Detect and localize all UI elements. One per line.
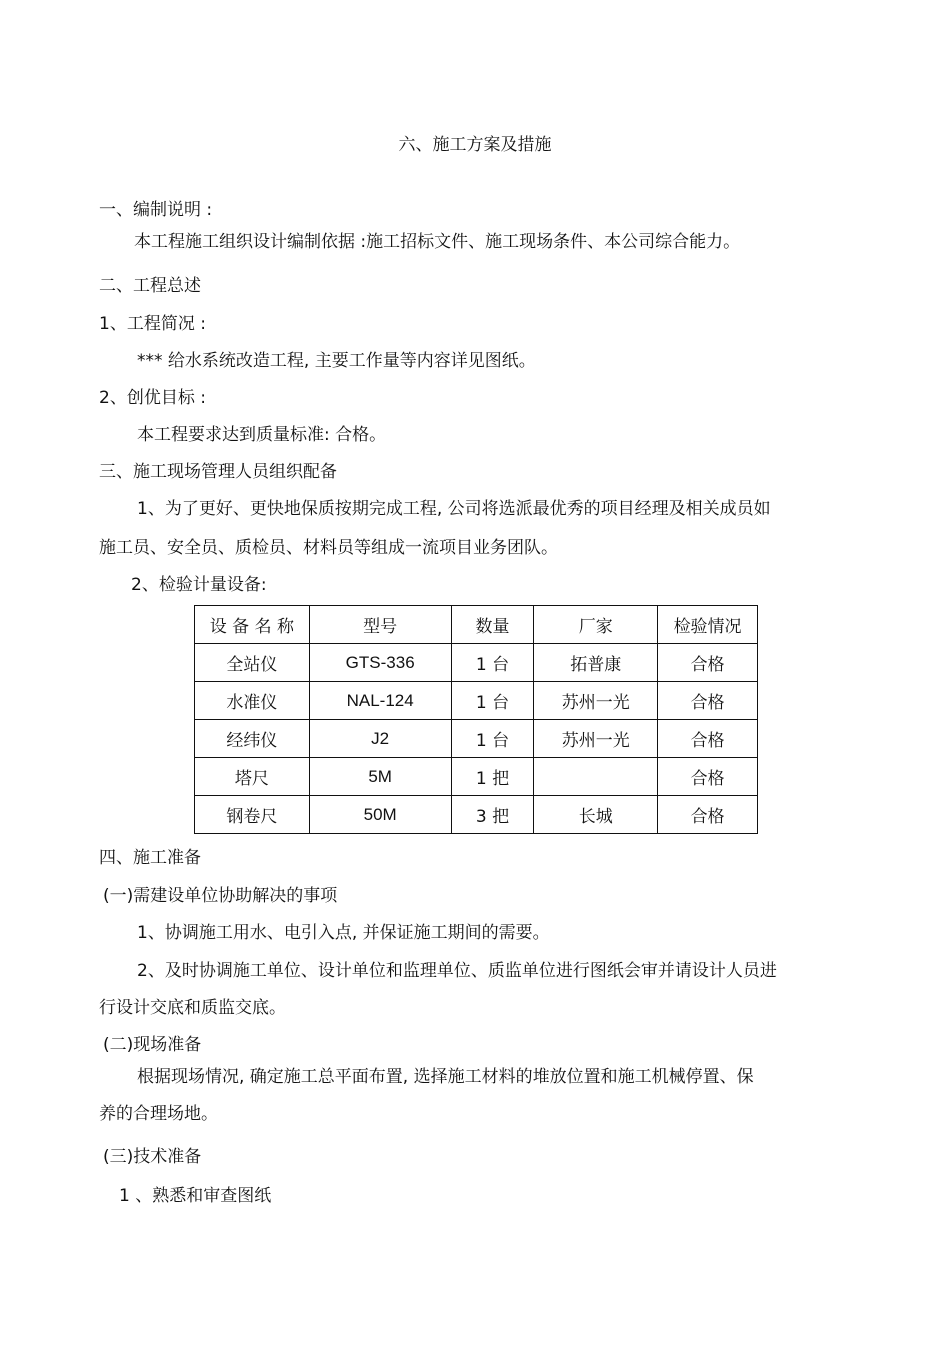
section-2-heading: 二、工程总述: [99, 276, 201, 296]
cell-manufacturer: [534, 758, 658, 796]
section-3-heading: 三、施工现场管理人员组织配备: [99, 462, 337, 482]
cell-name: 塔尺: [195, 758, 310, 796]
table-row: [195, 796, 758, 834]
table-row: [195, 644, 758, 682]
cell-name: 水准仪: [195, 682, 310, 720]
section-3-1-line2: 施工员、安全员、质检员、材料员等组成一流项目业务团队。: [99, 538, 558, 558]
header-model: 型号: [309, 606, 451, 644]
section-4-b-line2: 养的合理场地。: [99, 1104, 218, 1124]
cell-status: 合格: [658, 644, 758, 682]
section-1-heading: 一、编制说明 :: [99, 200, 213, 220]
header-manufacturer: 厂家: [534, 606, 658, 644]
page-title: 六、施工方案及措施: [398, 135, 552, 155]
table-row: [195, 682, 758, 720]
section-1-text: 本工程施工组织设计编制依据 :施工招标文件、施工现场条件、本公司综合能力。: [134, 232, 741, 252]
header-inspection-status: 检验情况: [658, 606, 758, 644]
section-4-c-heading: (三)技术准备: [103, 1147, 202, 1167]
table-row: [195, 720, 758, 758]
cell-status: 合格: [658, 720, 758, 758]
cell-model: 5M: [309, 758, 451, 796]
cell-quantity: 1 台: [451, 720, 534, 758]
cell-status: 合格: [658, 796, 758, 834]
section-4-b-heading: (二)现场准备: [103, 1035, 202, 1055]
cell-name: 钢卷尺: [195, 796, 310, 834]
cell-quantity: 3 把: [451, 796, 534, 834]
section-3-2-heading: 2、检验计量设备:: [131, 575, 267, 595]
cell-model: 50M: [309, 796, 451, 834]
table-header-row: [195, 606, 758, 644]
section-4-b-line1: 根据现场情况, 确定施工总平面布置, 选择施工材料的堆放位置和施工机械停置、保: [137, 1067, 754, 1087]
section-4-a-heading: (一)需建设单位协助解决的事项: [103, 886, 338, 906]
section-4-heading: 四、施工准备: [99, 848, 201, 868]
section-2-2-text: 本工程要求达到质量标准: 合格。: [137, 425, 387, 445]
cell-status: 合格: [658, 758, 758, 796]
cell-quantity: 1 把: [451, 758, 534, 796]
cell-model: NAL-124: [309, 682, 451, 720]
cell-status: 合格: [658, 682, 758, 720]
section-2-2-heading: 2、创优目标 :: [99, 388, 206, 408]
header-equipment-name: 设 备 名 称: [195, 606, 310, 644]
section-4-a-item-1: 1、协调施工用水、电引入点, 并保证施工期间的需要。: [137, 923, 550, 943]
section-3-1-line1: 1、为了更好、更快地保质按期完成工程, 公司将选派最优秀的项目经理及相关成员如: [137, 499, 771, 519]
section-4-a-item-2-line2: 行设计交底和质监交底。: [99, 998, 286, 1018]
cell-manufacturer: 苏州一光: [534, 682, 658, 720]
cell-manufacturer: 拓普康: [534, 644, 658, 682]
cell-quantity: 1 台: [451, 644, 534, 682]
cell-name: 全站仪: [195, 644, 310, 682]
cell-quantity: 1 台: [451, 682, 534, 720]
cell-name: 经纬仪: [195, 720, 310, 758]
section-4-a-item-2-line1: 2、及时协调施工单位、设计单位和监理单位、质监单位进行图纸会审并请设计人员进: [137, 961, 777, 981]
cell-model: J2: [309, 720, 451, 758]
table-row: [195, 758, 758, 796]
cell-manufacturer: 苏州一光: [534, 720, 658, 758]
cell-manufacturer: 长城: [534, 796, 658, 834]
section-2-1-text: *** 给水系统改造工程, 主要工作量等内容详见图纸。: [137, 351, 536, 371]
section-2-1-heading: 1、工程简况 :: [99, 314, 206, 334]
header-quantity: 数量: [451, 606, 534, 644]
equipment-table: [194, 605, 758, 834]
section-4-c-item-1: 1 、熟悉和审查图纸: [119, 1186, 272, 1206]
cell-model: GTS-336: [309, 644, 451, 682]
